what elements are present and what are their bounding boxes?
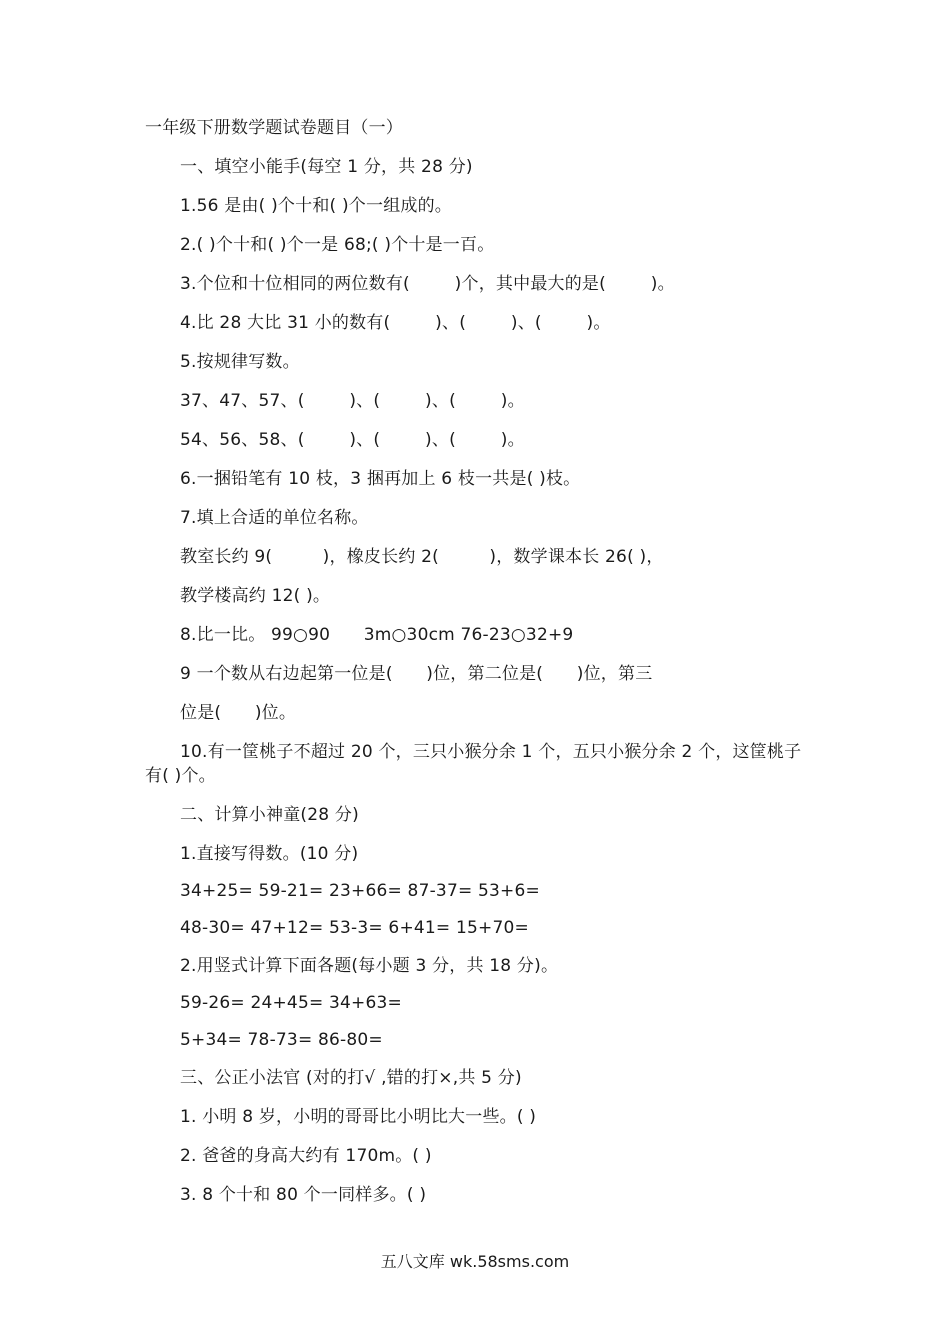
- question-line: 位是( )位。: [180, 703, 297, 723]
- question-line: 2.用竖式计算下面各题(每小题 3 分，共 18 分)。: [180, 956, 559, 976]
- question-line: 2.( )个十和( )个一是 68;( )个十是一百。: [180, 235, 495, 255]
- question-line: 3.个位和十位相同的两位数有( )个，其中最大的是( )。: [180, 274, 675, 294]
- question-line: 48-30= 47+12= 53-3= 6+41= 15+70=: [180, 918, 529, 938]
- question-line: 5+34= 78-73= 86-80=: [180, 1030, 383, 1050]
- question-line: 54、56、58、( )、( )、( )。: [180, 430, 525, 450]
- question-line: 教学楼高约 12( )。: [180, 586, 331, 606]
- question-line: 1. 小明 8 岁，小明的哥哥比小明比大一些。( ): [180, 1107, 537, 1127]
- question-line: 1.56 是由( )个十和( )个一组成的。: [180, 196, 452, 216]
- page-footer: 五八文库 wk.58sms.com: [380, 1252, 570, 1271]
- question-line-continuation: 有( )个。: [145, 766, 216, 786]
- section-heading-2: 二、计算小神童(28 分): [180, 805, 359, 825]
- question-line: 7.填上合适的单位名称。: [180, 508, 369, 528]
- section-heading-1: 一、填空小能手(每空 1 分，共 28 分): [180, 157, 473, 177]
- question-line: 3. 8 个十和 80 个一同样多。( ): [180, 1185, 427, 1205]
- question-line: 6.一捆铅笔有 10 枝，3 捆再加上 6 枝一共是( )枝。: [180, 469, 581, 489]
- question-line: 10.有一筐桃子不超过 20 个，三只小猴分余 1 个，五只小猴分余 2 个，这筐桃子: [180, 742, 802, 762]
- question-line: 34+25= 59-21= 23+66= 87-37= 53+6=: [180, 881, 540, 901]
- question-line: 5.按规律写数。: [180, 352, 300, 372]
- section-heading-3: 三、公正小法官 (对的打√ ,错的打×,共 5 分): [180, 1068, 522, 1088]
- question-line: 1.直接写得数。(10 分): [180, 844, 359, 864]
- question-line: 59-26= 24+45= 34+63=: [180, 993, 402, 1013]
- question-line: 4.比 28 大比 31 小的数有( )、( )、( )。: [180, 313, 611, 333]
- question-line: 37、47、57、( )、( )、( )。: [180, 391, 525, 411]
- question-line: 9 一个数从右边起第一位是( )位，第二位是( )位，第三: [180, 664, 653, 684]
- question-line: 8.比一比。 99○90 3m○30cm 76-23○32+9: [180, 625, 574, 645]
- question-line: 2. 爸爸的身高大约有 170m。( ): [180, 1146, 432, 1166]
- document-title: 一年级下册数学题试卷题目（一）: [145, 118, 403, 138]
- question-line: 教室长约 9( )，橡皮长约 2( )，数学课本长 26( )，: [180, 547, 664, 567]
